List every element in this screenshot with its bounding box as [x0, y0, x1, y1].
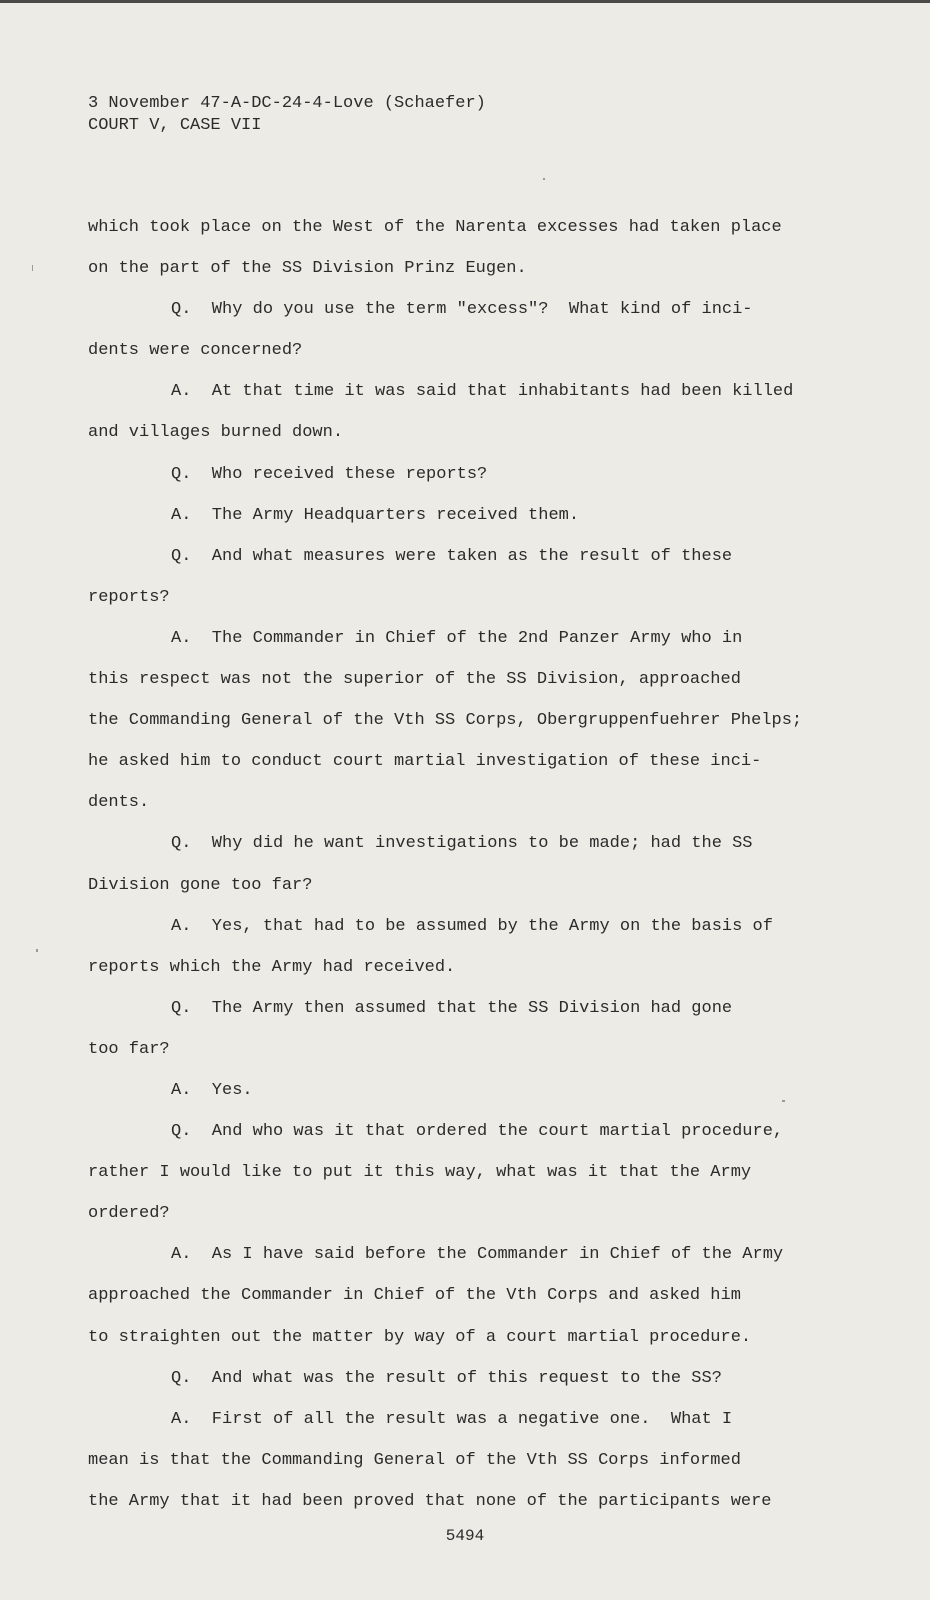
transcript-line: approached the Commander in Chief of the Vth Corps and asked him: [88, 1286, 741, 1306]
header-date-reference: 3 November 47-A-DC-24-4-Love (Schaefer): [88, 94, 486, 113]
transcript-body: [88, 207, 818, 1522]
transcript-line: A. The Commander in Chief of the 2nd Panzer Army who in: [171, 628, 743, 648]
transcript-line: A. The Army Headquarters received them.: [171, 505, 580, 525]
transcript-line: dents.: [88, 793, 150, 813]
transcript-line: A. Yes.: [171, 1080, 253, 1100]
transcript-line: to straighten out the matter by way of a court martial procedure.: [88, 1327, 752, 1347]
transcript-line: Q. Who received these reports?: [171, 464, 488, 484]
page-number: 5494: [445, 1527, 485, 1545]
transcript-line: mean is that the Commanding General of the Vth SS Corps informed: [88, 1450, 741, 1470]
transcript-line: Q. And what was the result of this request to the SS?: [171, 1368, 722, 1388]
transcript-line: which took place on the West of the Narenta excesses had taken place: [88, 218, 782, 237]
transcript-line: too far?: [88, 1039, 170, 1059]
transcript-line: Q. Why do you use the term "excess"? What kind of inci-: [171, 300, 753, 320]
transcript-line: rather I would like to put it this way, what was it that the Army: [88, 1163, 752, 1183]
paper-speck: [543, 178, 545, 180]
transcript-line: A. At that time it was said that inhabitants had been killed: [171, 382, 794, 402]
transcript-line: Q. And who was it that ordered the court martial procedure,: [171, 1122, 784, 1142]
transcript-line: reports?: [88, 587, 170, 607]
transcript-line: this respect was not the superior of the SS Division, approached: [88, 670, 741, 690]
transcript-line: dents were concerned?: [88, 341, 303, 361]
transcript-line: Division gone too far?: [88, 875, 313, 895]
transcript-line: A. Yes, that had to be assumed by the Army on the basis of: [171, 916, 773, 936]
paper-speck: [32, 265, 33, 271]
transcript-line: A. First of all the result was a negative one. What I: [171, 1409, 733, 1429]
header-court-case: COURT V, CASE VII: [88, 116, 262, 135]
transcript-line: reports which the Army had received.: [88, 957, 456, 977]
transcript-line: the Commanding General of the Vth SS Corps, Obergruppenfuehrer Phelps;: [88, 711, 803, 731]
transcript-line: the Army that it had been proved that none of the participants were: [88, 1491, 772, 1511]
paper-speck: [782, 1100, 785, 1102]
transcript-line: ordered?: [88, 1204, 170, 1224]
transcript-line: Q. And what measures were taken as the result of these: [171, 546, 733, 566]
transcript-line: Q. Why did he want investigations to be made; had the SS: [171, 834, 753, 854]
transcript-line: A. As I have said before the Commander in Chief of the Army: [171, 1245, 784, 1265]
document-header: [88, 93, 486, 137]
paper-speck: [36, 949, 38, 952]
transcript-line: Q. The Army then assumed that the SS Division had gone: [171, 998, 733, 1018]
transcript-line: on the part of the SS Division Prinz Eugen.: [88, 259, 527, 279]
transcript-line: he asked him to conduct court martial investigation of these inci-: [88, 752, 762, 772]
transcript-line: and villages burned down.: [88, 423, 344, 443]
